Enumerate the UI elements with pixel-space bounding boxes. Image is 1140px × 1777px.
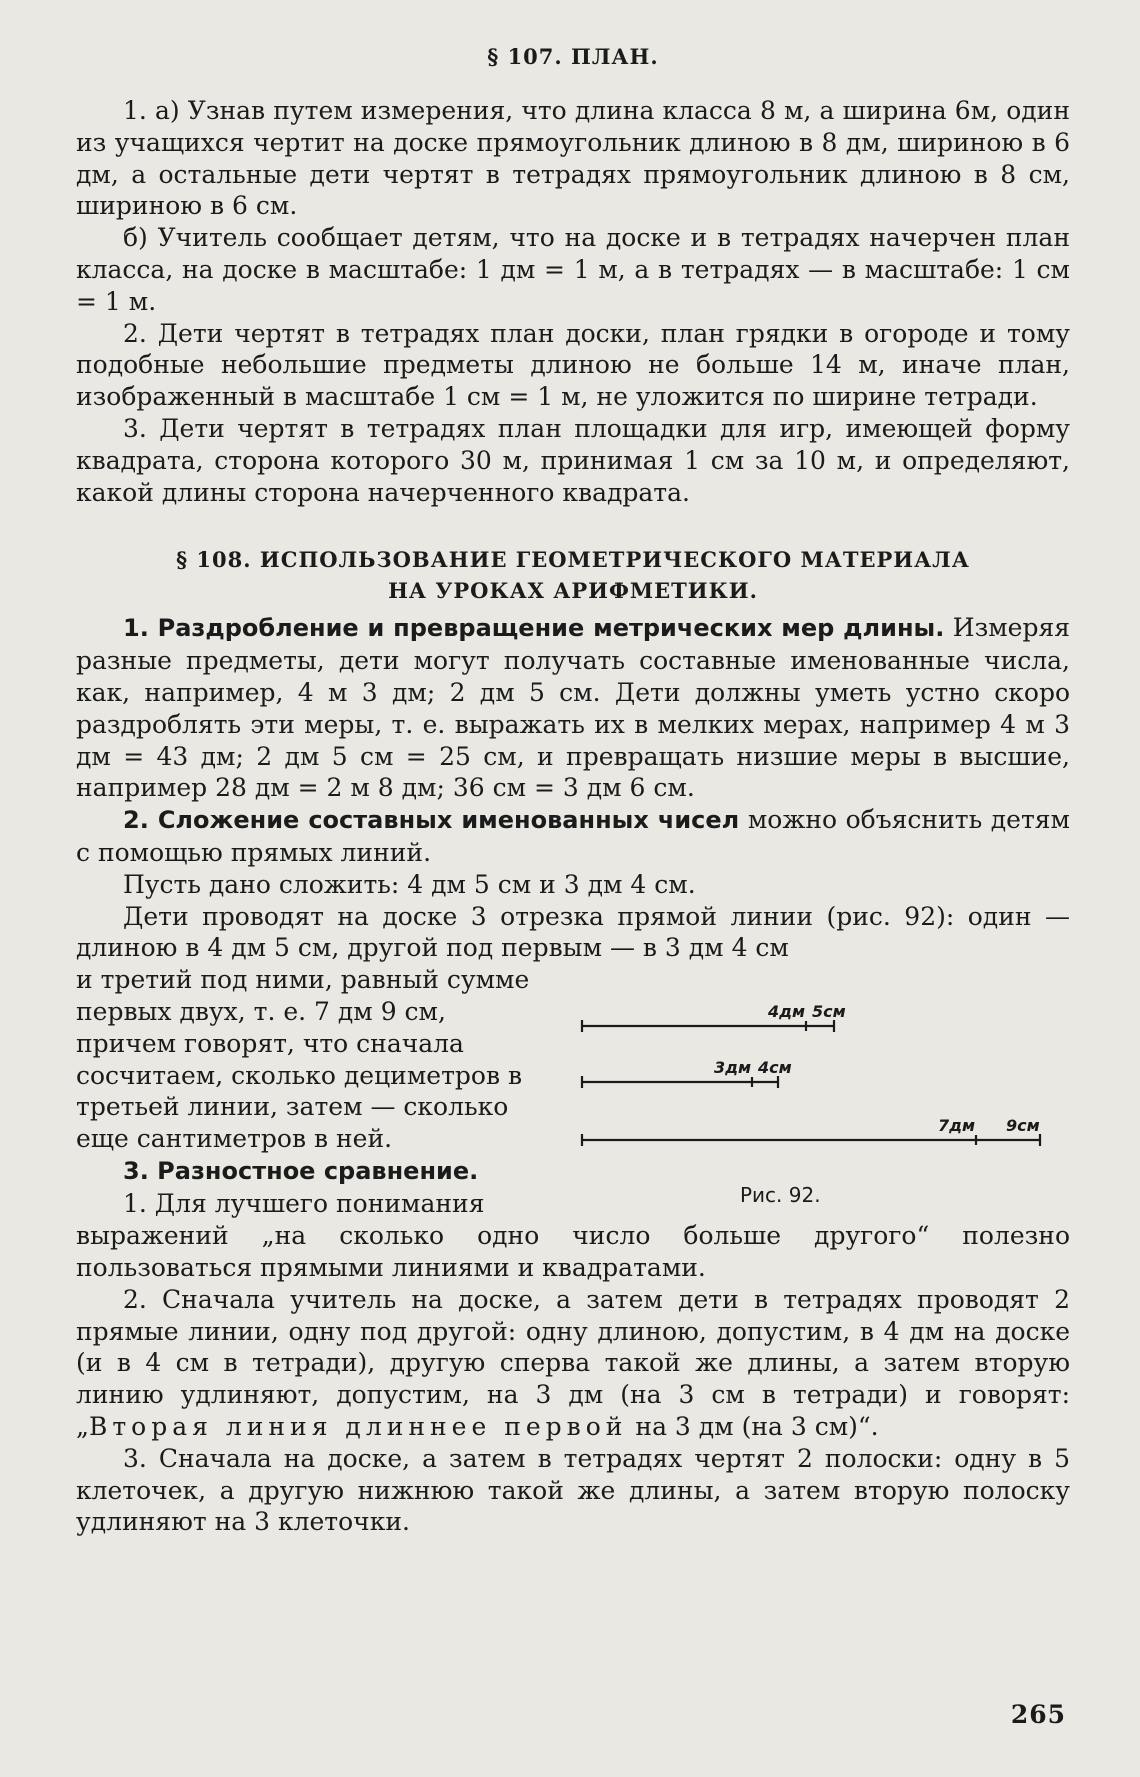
segment-3-label-dm: 7дм <box>938 1116 976 1136</box>
segment-1-label-dm: 4дм <box>768 1002 806 1022</box>
text-with-figure <box>76 964 1070 1220</box>
spaced-phrase: Вторая линия длиннее первой <box>88 1411 628 1441</box>
page-number: 265 <box>1010 1700 1066 1729</box>
section-108-heading-line1: § 108. ИСПОЛЬЗОВАНИЕ ГЕОМЕТРИЧЕСКОГО МАТЕРИАЛА <box>176 547 970 573</box>
paragraph-108-3-3: 3. Сначала на доске, а затем в тетрадях чертят 2 полоски: одну в 5 клеточек, а другую нижнюю такой же длины, а затем вторую полоску удлиняют на 3 клеточки. <box>76 1443 1070 1537</box>
figure-caption: Рис. 92. <box>740 1183 821 1208</box>
subsection-3-title: 3. Разностное сравнение. <box>123 1156 479 1185</box>
section-107-heading: § 107. ПЛАН. <box>487 44 659 69</box>
paragraph-108-3-2-a: 2. Сначала учитель на доске, а затем дети в тетрадях проводят 2 прямые линии, одну под другой: одну длиною, допустим, в 4 дм на доске (и в 4 см в тетради), другую сперва такой же длины, а затем вторую линию удлиняют, допустим, на 3 дм (на 3 см в тетради) и говорят: „ <box>76 1284 1070 1441</box>
figure-92-drawing <box>538 964 1070 1220</box>
segment-2-label-cm: 4см <box>758 1058 792 1078</box>
left-text-column <box>76 964 538 1219</box>
section-108-heading <box>76 544 1070 606</box>
paragraph-107-2: 2. Дети чертят в тетрадях план доски, план грядки в огороде и тому подобные небольшие предметы длиною не больше 14 м, иначе план, изображенный в масштабе 1 см = 1 м, не уложится по ширине тетради. <box>76 318 1070 412</box>
paragraph-107-3: 3. Дети чертят в тетрадях план площадки для игр, имеющей форму квадрата, сторона которого 30 м, принимая 1 см за 10 м, и определяют, какой длины сторона начерченного квадрата. <box>76 413 1070 507</box>
paragraph-108-3-2-b: на 3 дм (на 3 см)“. <box>627 1411 879 1441</box>
paragraph-107-1a: 1. а) Узнав путем измерения, что длина класса 8 м, а ширина 6м, один из учащихся чертит на доске прямоугольник длиною в 8 дм, шириною в 6 дм, а остальные дети чертят в тетрадях прямоугольник длиною в 8 см, шириною в 6 см. <box>76 96 1070 221</box>
subsection-1-title: 1. Раздробление и превращение метрических мер длины. <box>123 614 945 643</box>
paragraph-108-3-1-rest: выражений „на сколько одно число больше другого“ полезно пользоваться прямыми линиями и квадратами. <box>76 1221 1070 1282</box>
subsection-2-title: 2. Сложение составных именованных чисел <box>123 806 740 835</box>
paragraph-108-3-1-start: 1. Для лучшего понимания <box>123 1188 485 1218</box>
figure-92 <box>538 964 1070 1220</box>
section-108-heading-line2: НА УРОКАХ АРИФМЕТИКИ. <box>388 578 758 604</box>
paragraph-108-3-2 <box>76 1284 1070 1443</box>
paragraph-107-1b: б) Учитель сообщает детям, что на доске и в тетрадях начерчен план класса, на доске в масштабе: 1 дм = 1 м, а в тетрадях — в масштабе: 1 см = 1 м. <box>76 223 1070 316</box>
paragraph-108-2-cont: и третий под ними, равный сумме первых двух, т. е. 7 дм 9 см, причем говорят, что сначала сосчитаем, сколько дециметров в третьей линии, затем — сколько еще сантиметров в ней. <box>76 965 530 1154</box>
paragraph-108-2-lines: Дети проводят на доске 3 отрезка прямой линии (рис. 92): один — длиною в 4 дм 5 см, другой под первым — в 3 дм 4 см <box>76 901 1070 963</box>
segment-2-label-dm: 3дм <box>714 1058 752 1078</box>
paragraph-108-2 <box>76 804 1070 869</box>
subsection-2-text: можно объяснить детям с помощью прямых линий. <box>76 805 1071 867</box>
subsection-3-title-para <box>76 1155 538 1188</box>
paragraph-108-1 <box>76 612 1070 804</box>
subsection-1-text: Измеряя разные предметы, дети могут получать составные именованные числа, как, например, 4 м 3 дм; 2 дм 5 см. Дети должны уметь устно скоро раздроблять эти меры, т. е. выражать их в мелких мерах, например 4 м 3 дм = 43 дм; 2 дм 5 см = 25 см, и превращать низшие меры в высшие, например 28 дм = 2 м 8 дм; 36 см = 3 дм 6 см. <box>76 613 1070 803</box>
paragraph-108-2-task: Пусть дано сложить: 4 дм 5 см и 3 дм 4 см. <box>123 869 696 899</box>
segment-3-label-cm: 9см <box>1006 1116 1040 1136</box>
segment-1-label-cm: 5см <box>812 1002 846 1022</box>
